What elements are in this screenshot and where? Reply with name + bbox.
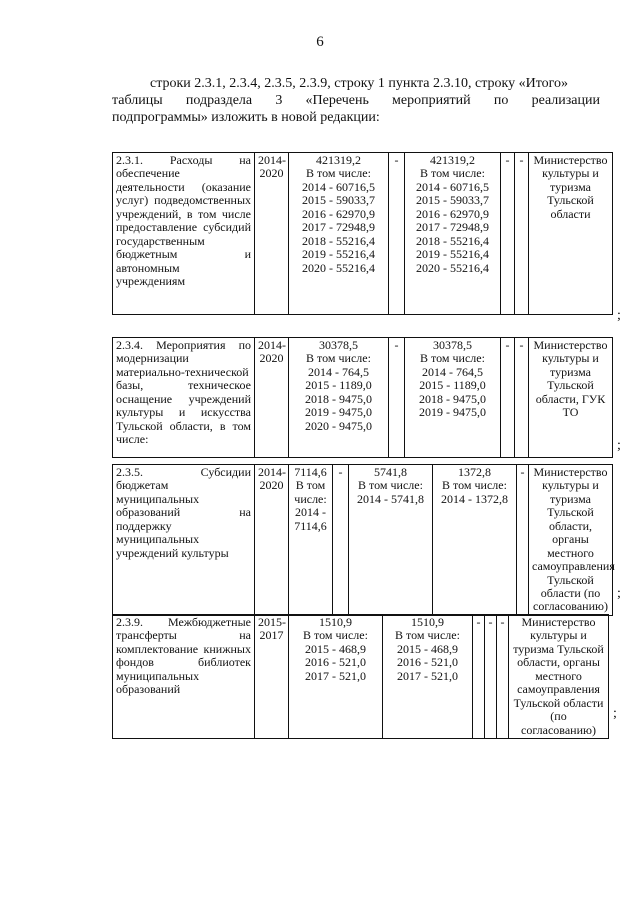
- amount-year-line: 2016 - 62970,9: [416, 206, 489, 221]
- row-separator: ;: [617, 438, 621, 453]
- amount-year-line: 2018 - 55216,4: [416, 233, 489, 248]
- amount-year-line: 2019 - 9475,0: [305, 405, 372, 420]
- amount-subheading: В том числе:: [306, 351, 371, 366]
- row-years: 2015-2017: [255, 615, 289, 739]
- row-name: 2.3.5. Субсидии бюджетам муниципальных образований на поддержку муниципальных учреждений культуры: [113, 465, 255, 616]
- row-years: 2014-2020: [255, 338, 289, 458]
- table-row-2-3-9: [112, 614, 609, 739]
- dash-cell: -: [333, 465, 349, 616]
- intro-paragraph: [112, 75, 600, 126]
- amount-subheading: В том числе:: [358, 478, 423, 493]
- amount-year-line: 2020 - 9475,0: [305, 418, 372, 433]
- row-name: 2.3.1. Расходы на обеспечение деятельности (оказание услуг) подведомственных учреждений, в том числе предоставление субсидий государственным бюджетным и автономным учреждениям: [113, 153, 255, 315]
- page-number: 6: [316, 34, 324, 50]
- amount-year-line: 2019 - 55216,4: [416, 247, 489, 262]
- amount-year-line: 2014 - 1372,8: [441, 491, 508, 506]
- table-row-2-3-5: [112, 464, 613, 616]
- row-years: 2014-2020: [255, 153, 289, 315]
- intro-line-3: подпрограммы» изложить в новой редакции:: [112, 110, 380, 126]
- amount-year-line: 2016 - 521,0: [305, 655, 366, 670]
- amount-year-line: 2017 - 521,0: [397, 668, 458, 683]
- total-amount-cell: [289, 153, 389, 315]
- amount-head: 421319,2: [316, 153, 361, 167]
- amount-year-line: 2014 - 7114,6: [294, 505, 327, 533]
- local-amount-cell: [433, 465, 517, 616]
- row-executor: Министерство культуры и туризма Тульской области: [529, 153, 613, 315]
- row-name: 2.3.4. Мероприятия по модернизации материально-технической базы, техническое оснащение учреждений культуры и искусства Тульской области, в том числе:: [113, 338, 255, 458]
- amount-subheading: В том числе:: [395, 628, 460, 643]
- amount-head: 5741,8: [374, 465, 407, 479]
- amount-head: 30378,5: [433, 338, 472, 352]
- table-row-2-3-4: [112, 337, 613, 458]
- row-separator: ;: [617, 586, 621, 601]
- amount-year-line: 2014 - 764,5: [422, 364, 483, 379]
- intro-line-1: строки 2.3.1, 2.3.4, 2.3.5, 2.3.9, строку 1 пункта 2.3.10, строку «Итого»: [150, 76, 569, 91]
- row-executor: Министерство культуры и туризма Тульской области, органы местного самоуправления Тульской области (по согласованию): [529, 465, 613, 616]
- amount-head: 7114,6: [294, 465, 327, 479]
- row-executor: Министерство культуры и туризма Тульской области, ГУК ТО: [529, 338, 613, 458]
- amount-year-line: 2016 - 62970,9: [302, 206, 375, 221]
- amount-year-line: 2014 - 60716,5: [302, 179, 375, 194]
- row-name: 2.3.9. Межбюджетные трансферты на комплектование книжных фондов библиотек муниципальных образований: [113, 615, 255, 739]
- regional-amount-cell: [349, 465, 433, 616]
- amount-year-line: 2016 - 521,0: [397, 655, 458, 670]
- amount-year-line: 2015 - 59033,7: [416, 193, 489, 208]
- amount-year-line: 2017 - 72948,9: [416, 220, 489, 235]
- dash-cell: -: [485, 615, 497, 739]
- row-separator: ;: [617, 308, 621, 323]
- amount-year-line: 2014 - 60716,5: [416, 179, 489, 194]
- dash-cell: -: [473, 615, 485, 739]
- amount-subheading: В том числе:: [294, 478, 327, 506]
- amount-year-line: 2014 - 764,5: [308, 364, 369, 379]
- amount-year-line: 2015 - 1189,0: [305, 378, 372, 393]
- dash-cell: -: [515, 153, 529, 315]
- dash-cell: -: [517, 465, 529, 616]
- amount-year-line: 2015 - 1189,0: [419, 378, 486, 393]
- total-amount-cell: [289, 338, 389, 458]
- dash-cell: -: [501, 153, 515, 315]
- table-row-2-3-1: [112, 152, 613, 315]
- amount-year-line: 2018 - 9475,0: [305, 391, 372, 406]
- amount-head: 1510,9: [319, 615, 352, 629]
- total-amount-cell: [289, 465, 333, 616]
- amount-subheading: В том числе:: [306, 166, 371, 181]
- amount-year-line: 2018 - 55216,4: [302, 233, 375, 248]
- amount-subheading: В том числе:: [420, 166, 485, 181]
- regional-amount-cell: [383, 615, 473, 739]
- amount-year-line: 2017 - 72948,9: [302, 220, 375, 235]
- amount-year-line: 2017 - 521,0: [305, 668, 366, 683]
- amount-year-line: 2020 - 55216,4: [416, 260, 489, 275]
- dash-cell: -: [497, 615, 509, 739]
- amount-head: 421319,2: [430, 153, 475, 167]
- amount-year-line: 2018 - 9475,0: [419, 391, 486, 406]
- amount-year-line: 2020 - 55216,4: [302, 260, 375, 275]
- row-years: 2014-2020: [255, 465, 289, 616]
- amount-year-line: 2015 - 468,9: [305, 641, 366, 656]
- intro-line-2: таблицы подраздела 3 «Перечень мероприятий по реализации: [112, 93, 600, 109]
- dash-cell: -: [389, 153, 405, 315]
- amount-year-line: 2015 - 59033,7: [302, 193, 375, 208]
- dash-cell: -: [389, 338, 405, 458]
- dash-cell: -: [515, 338, 529, 458]
- dash-cell: -: [501, 338, 515, 458]
- regional-amount-cell: [405, 338, 501, 458]
- amount-year-line: 2015 - 468,9: [397, 641, 458, 656]
- amount-head: 1372,8: [458, 465, 491, 479]
- row-executor: Министерство культуры и туризма Тульской области, органы местного самоуправления Тульской области (по согласованию): [509, 615, 609, 739]
- amount-head: 30378,5: [319, 338, 358, 352]
- regional-amount-cell: [405, 153, 501, 315]
- amount-subheading: В том числе:: [420, 351, 485, 366]
- row-separator: ;: [613, 706, 617, 721]
- amount-year-line: 2014 - 5741,8: [357, 491, 424, 506]
- amount-subheading: В том числе:: [303, 628, 368, 643]
- amount-year-line: 2019 - 9475,0: [419, 405, 486, 420]
- amount-year-line: 2019 - 55216,4: [302, 247, 375, 262]
- amount-head: 1510,9: [411, 615, 444, 629]
- amount-subheading: В том числе:: [442, 478, 507, 493]
- total-amount-cell: [289, 615, 383, 739]
